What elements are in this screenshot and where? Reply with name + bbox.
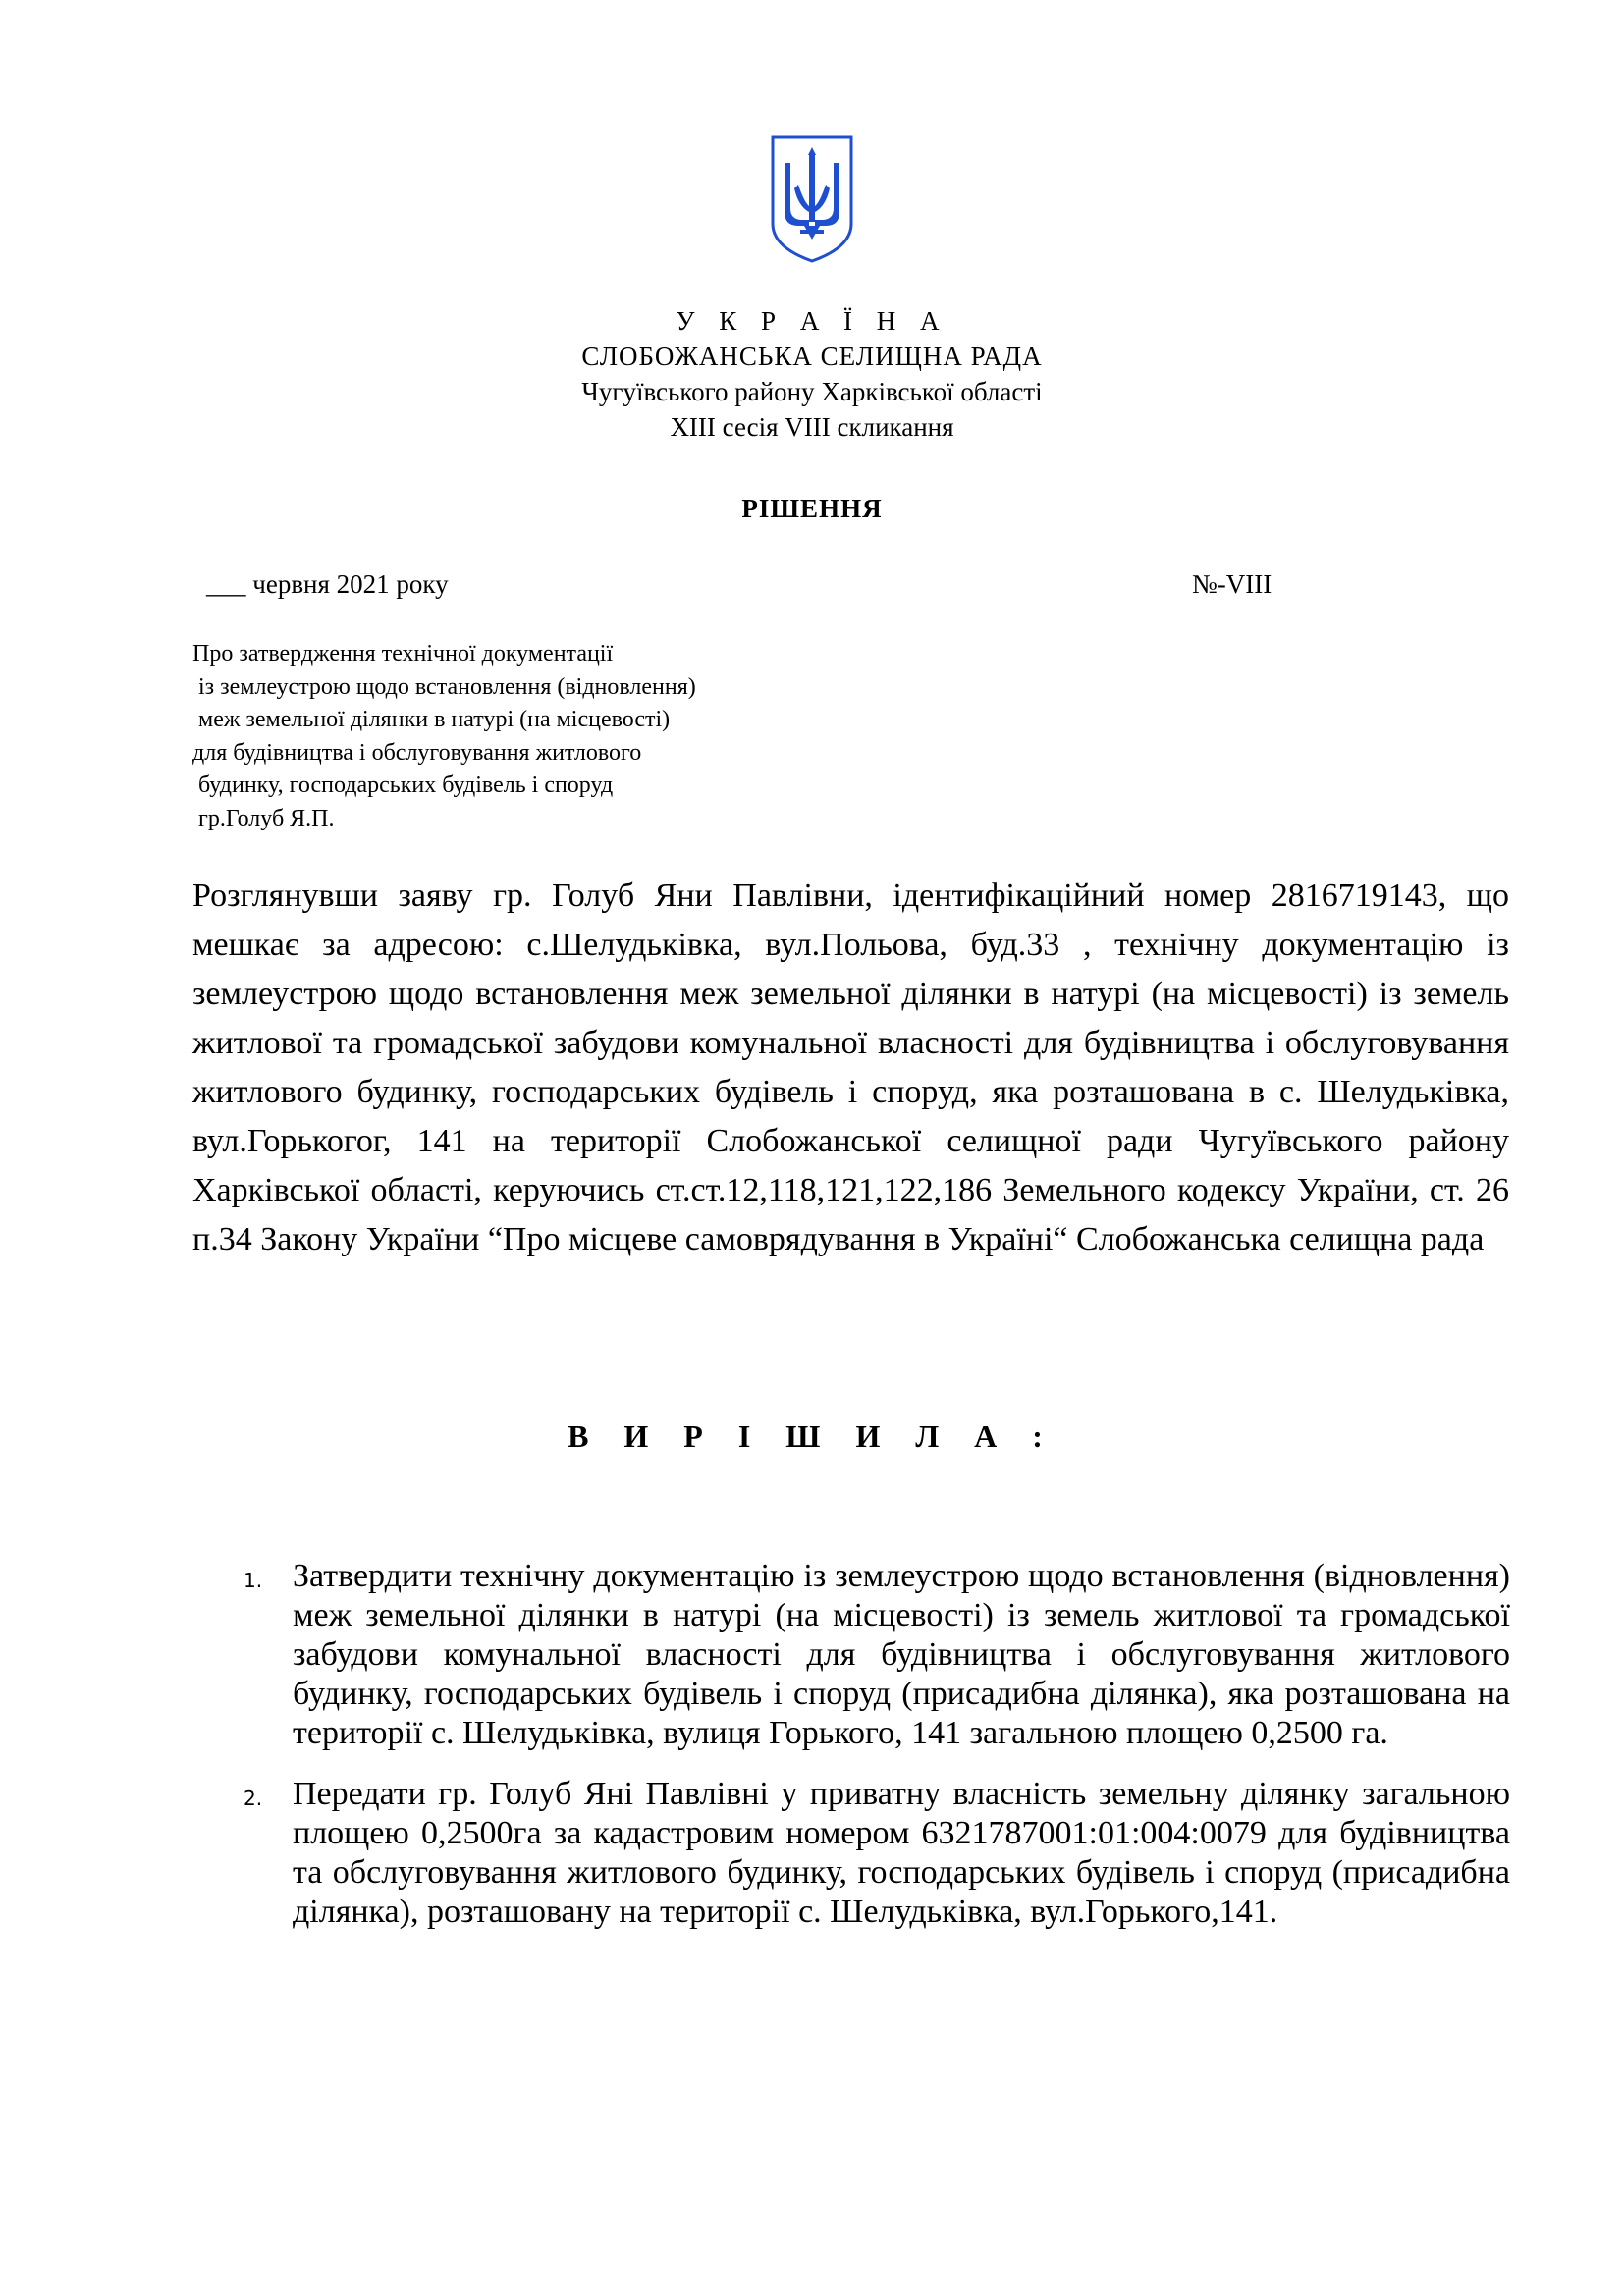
item-text: Затвердити технічну документацію із землеустрою щодо встановлення (відновлення) меж земельної ділянки в натурі (на місцевості) із земель житлової та громадської забудови комунальної власності для будівництва і обслуговування житлового будинку, господарських будівель і споруд (присадибна ділянка), яка розташована на території с. Шелудьківка, вулиця Горького, 141 загальною площею 0,2500 га. xyxy=(293,1558,1510,1751)
decision-date: ___ червня 2021 року xyxy=(206,569,449,599)
subject-line: для будівництва і обслуговування житлового xyxy=(192,739,642,766)
list-item xyxy=(244,1775,1510,1932)
decision-title: РІШЕННЯ xyxy=(741,494,883,523)
subject-line: гр.Голуб Я.П. xyxy=(192,805,335,831)
item-number: 2. xyxy=(244,1787,263,1810)
item-text: Передати гр. Голуб Яні Павлівні у приватну власність земельну ділянку загальною площею 0,2500га за кадастровим номером 6321787001:01:004:0079 для будівництва та обслуговування житлового будинку, господарських будівель і споруд (присадибна ділянка), розташовану на території с. Шелудьківка, вул.Горького,141. xyxy=(293,1776,1510,1930)
decision-number: №-VIII xyxy=(1192,569,1272,599)
trident-coat-of-arms-icon xyxy=(769,133,855,265)
item-number: 1. xyxy=(244,1569,263,1592)
subject-line: будинку, господарських будівель і споруд xyxy=(192,773,614,799)
council-heading: СЛОБОЖАНСЬКА СЕЛИЩНА РАДА xyxy=(581,342,1043,371)
resolved-heading: В И Р І Ш И Л А : xyxy=(568,1418,1056,1454)
list-item xyxy=(244,1557,1510,1753)
preamble-paragraph: Розглянувши заяву гр. Голуб Яни Павлівни, ідентифікаційний номер 2816719143, що мешкає за адресою: с.Шелудьківка, вул.Польова, буд.33 , технічну документацію із землеустрою щодо встановлення меж земельної ділянки в натурі (на місцевості) із земель житлової та громадської забудови комунальної власності для будівництва і обслуговування житлового будинку, господарських будівель і споруд, яка розташована в с. Шелудьківка, вул.Горькогог, 141 на території Слобожанської селищної ради Чугуївського району Харківської області, керуючись ст.ст.12,118,121,122,186 Земельного кодексу України, ст. 26 п.34 Закону України “Про місцеве самоврядування в Україні“ Слобожанська селищна рада xyxy=(192,878,1509,1257)
resolution-items xyxy=(244,1557,1510,1953)
session-heading: XIII сесія VIII скликання xyxy=(670,412,954,442)
decision-subject xyxy=(192,638,696,836)
country-heading: У К Р А Ї Н А xyxy=(676,306,948,336)
subject-line: Про затвердження технічної документації xyxy=(192,641,614,667)
subject-line: меж земельної ділянки в натурі (на місцевості) xyxy=(192,707,671,733)
subject-line: із землеустрою щодо встановлення (відновлення) xyxy=(192,673,696,700)
district-heading: Чугуївського району Харківської області xyxy=(581,377,1043,406)
